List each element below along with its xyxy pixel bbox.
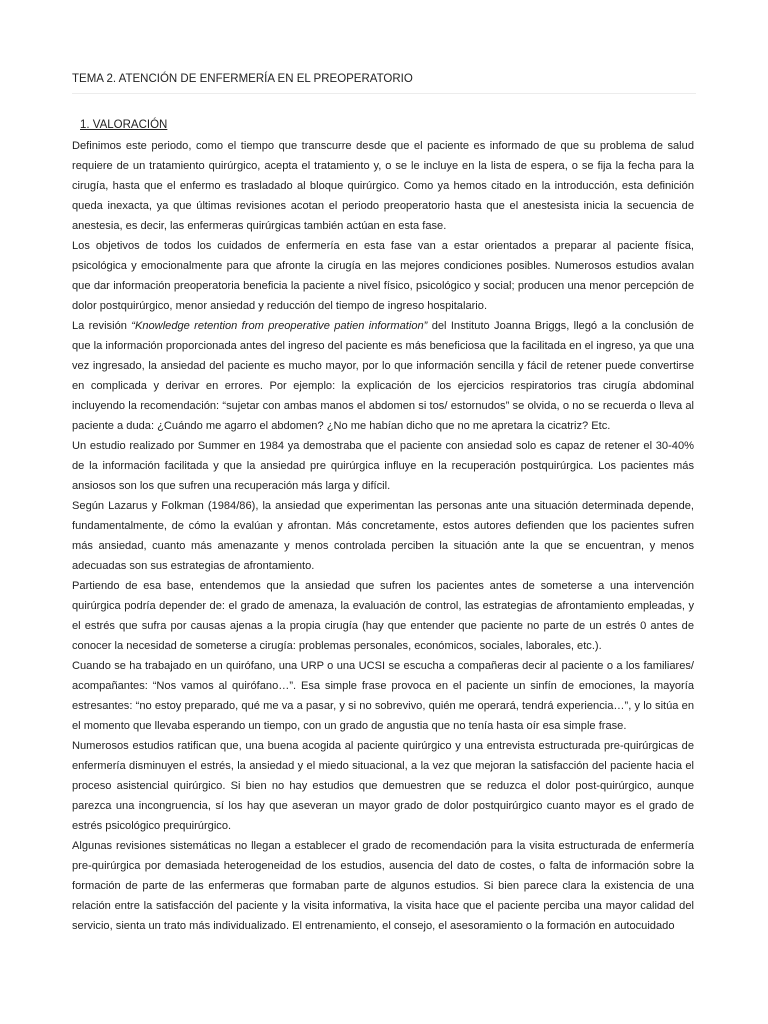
cited-title: “Knowledge retention from preoperative patien information”	[131, 320, 428, 332]
paragraph-text: del Instituto Joanna Briggs, llegó a la conclusión de que la información proporcionada antes del ingreso del paciente es más beneficiosa que la facilitada en el ingreso, ya que una vez ingresado, la ansiedad del paciente es mucho mayor, por lo que información sencilla y fácil de retener puede convertirse en complicada y derivar en errores. Por ejemplo: la explicación de los ejercicios respiratorios tras cirugía abdominal incluyendo la recomendación: “sujetar con ambas manos el abdomen si tos/ estornudos” se olvida, o no se recuerda o lleva al paciente a duda: ¿Cuándo me agarro el abdomen? ¿No me habían dicho que no me apretara la cicatriz? Etc.	[72, 320, 694, 432]
paragraph: Según Lazarus y Folkman (1984/86), la ansiedad que experimentan las personas ante una situación determinada depende, fundamentalmente, de cómo la evalúan y afrontan. Más concretamente, estos autores defienden que los pacientes sufren más ansiedad, cuanto más amenazante y menos controlada perciben la situación ante la que se encuentran, y menos adecuadas son sus estrategias de afrontamiento.	[72, 500, 694, 572]
paragraph	[72, 316, 694, 436]
paragraph: Algunas revisiones sistemáticas no llegan a establecer el grado de recomendación para la visita estructurada de enfermería pre-quirúrgica por demasiada heterogeneidad de los estudios, ausencia del dato de costes, o falta de información sobre la formación de parte de las enfermeras que formaban parte de algunos estudios. Si bien parece clara la existencia de una relación entre la satisfacción del paciente y la visita informativa, la visita hace que el paciente perciba una mayor calidad del servicio, sienta un trato más individualizado. El entrenamiento, el consejo, el asesoramiento o la formación en autocuidado	[72, 840, 694, 932]
paragraph: Numerosos estudios ratifican que, una buena acogida al paciente quirúrgico y una entrevista estructurada pre-quirúrgicas de enfermería disminuyen el estrés, la ansiedad y el miedo situacional, a la vez que mejoran la satisfacción del paciente hacia el proceso asistencial quirúrgico. Si bien no hay estudios que demuestren que se reduzca el dolor post-quirúrgico, aunque parezca una incongruencia, sí los hay que aseveran un mayor grado de dolor postquirúrgico cuanto mayor es el grado de estrés psicológico prequirúrgico.	[72, 740, 694, 832]
title-divider	[72, 93, 696, 94]
page-title: TEMA 2. ATENCIÓN DE ENFERMERÍA EN EL PREOPERATORIO	[72, 73, 413, 85]
paragraph: Partiendo de esa base, entendemos que la ansiedad que sufren los pacientes antes de someterse a una intervención quirúrgica podría depender de: el grado de amenaza, la evaluación de control, las estrategias de afrontamiento empleadas, y el estrés que sufra por causas ajenas a la propia cirugía (hay que entender que paciente no parte de un estrés 0 antes de conocer la necesidad de someterse a cirugía: problemas personales, económicos, sociales, laborales, etc.).	[72, 580, 694, 652]
paragraph: Un estudio realizado por Summer en 1984 ya demostraba que el paciente con ansiedad solo es capaz de retener el 30-40% de la información facilitada y que la ansiedad pre quirúrgica influye en la recuperación postquirúrgica. Los pacientes más ansiosos son los que sufren una recuperación más larga y difícil.	[72, 440, 694, 492]
document-body	[72, 136, 694, 936]
paragraph: Cuando se ha trabajado en un quirófano, una URP o una UCSI se escucha a compañeras decir al paciente o a los familiares/ acompañantes: “Nos vamos al quirófano…”. Esa simple frase provoca en el paciente un sinfín de emociones, la mayoría estresantes: “no estoy preparado, qué me va a pasar, y si no sobrevivo, quién me operará, tendrá experiencia…”, y lo sitúa en el momento que llevaba esperando un tiempo, con un grado de angustia que no tenía hasta oír esa simple frase.	[72, 660, 694, 732]
paragraph: Los objetivos de todos los cuidados de enfermería en esta fase van a estar orientados a preparar al paciente física, psicológica y emocionalmente para que afronte la cirugía en las mejores condiciones posibles. Numerosos estudios avalan que dar información preoperatoria beneficia la paciente a nivel físico, psicológico y social; producen una menor percepción de dolor postquirúrgico, menor ansiedad y reducción del tiempo de ingreso hospitalario.	[72, 240, 694, 312]
paragraph-text: La revisión	[72, 320, 132, 332]
section-heading: 1. VALORACIÓN	[80, 119, 168, 131]
paragraph: Definimos este periodo, como el tiempo que transcurre desde que el paciente es informado de que su problema de salud requiere de un tratamiento quirúrgico, acepta el tratamiento y, o se le incluye en la lista de espera, o se fija la fecha para la cirugía, hasta que el enfermo es trasladado al bloque quirúrgico. Como ya hemos citado en la introducción, esta definición queda inexacta, ya que últimas revisiones acotan el periodo preoperatorio hasta que el anestesista inicia la secuencia de anestesia, es decir, las enfermeras quirúrgicas también actúan en esta fase.	[72, 140, 694, 232]
